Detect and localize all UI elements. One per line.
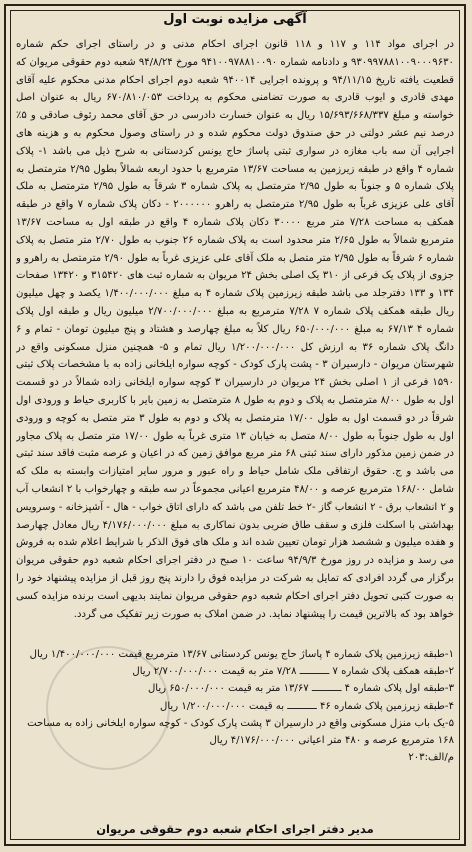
- list-item: ۴-طبقه زیرزمین پلاک شماره ۴۶ ــــــــــ به قیمت ۱/۲۰۰/۰۰۰/۰۰۰ ریال: [160, 700, 454, 712]
- notice-title: آگهی مزایده نوبت اول: [163, 12, 307, 27]
- list-item: ۱-طبقه زیرزمین پلاک شماره ۴ پاساژ حاج یونس کردستانی ۱۳/۶۷ مترمربع قیمت ۱/۴۰۰/۰۰۰/۰۰۰ ریال: [29, 649, 454, 660]
- notice-frame: [4, 4, 466, 846]
- list-item: ۲-طبقه همکف پلاک شماره ۷ ــــــــــ ۷/۲۸ متر به قیمت ۲/۷۰۰/۰۰۰/۰۰۰ ریال: [132, 666, 454, 678]
- list-item: ۳-طبقه اول پلاک شماره ۴ ــــــــــ ۱۳/۶۷ متر به قیمت ۶۵۰/۰۰۰/۰۰۰ ریال: [147, 683, 454, 695]
- signature-line: مدیر دفتر اجرای احکام شعبه دوم حقوقی مریوان: [96, 822, 374, 836]
- reference-code: م/الف:۲۰۳: [408, 752, 454, 764]
- list-item: ۵-یک باب منزل مسکونی واقع در دارسیران ۳ پشت پارک کودک - کوچه سواره ایلخانی زاده به مساحت ۱۶۸ مترمربع عرصه و ۴۸۰ متر اعیانی ۴/۱۷۶/۰۰۰/۰۰۰ ریال: [27, 717, 454, 747]
- notice-body: در اجرای مواد ۱۱۴ و ۱۱۷ و ۱۱۸ قانون اجرای احکام مدنی و در راستای اجرای حکم شماره ۹۳۰۹۹۷۸۸۱۰۰۹۰۰۰۹۶۳۰ و دادنامه شماره ۹۴۱۰۰۹۷۸۸۱۰۰۹۰ مورخ ۹۴/۸/۲۴ شعبه دوم حقوقی مریوان که قطعیت یافته تاریخ ۹۴/۱۱/۱۵ و پرونده اجرایی ۹۴۰۰۱۴ شعبه دوم اجرای احکام مدنی محکوم علیه آقای مهدی قادری و ایوب قادری به صورت تضامنی محکوم به پرداخت ۶۷۰/۸۱۰/۰۵۳ ریال به عنوان اصل خواسته و مبلغ ۱۵/۶۹۳/۶۶۸/۳۳۷ ریال به عنوان خسارت دادرسی در حق آقای محمد رئوف صادقی و ۵٪ درصد نیم عشر دولتی در حق صندوق دولت محکوم شده و در راستای وصول محکوم به و هزینه های اجرایی آن سه باب مغازه در سواری ثبتی پاساژ حاج یونس کردستانی به شرح ذیل می باشد ۱- پلاک شماره ۴ واقع در طبقه زیرزمین به مساحت ۱۳/۶۷ مترمربع با حدود اربعه شمالاً بطول ۲/۹۵ مترمتصل به پلاک شماره ۵ و جنوباً به طول ۲/۹۵ مترمتصل به پلاک شماره ۳ شرقاً به طول ۲/۹۵ مترمتصل به ملک آقای علی عزیزی غرباً به طول ۲/۹۵ مترمتصل به راهرو ۲۰۰۰۰۰۰ - دکان پلاک شماره ۷ واقع در طبقه همکف به مساحت ۷/۲۸ متر مربع ۳۰۰۰۰ دکان پلاک شماره ۴ واقع در طبقه اول به مساحت ۱۳/۶۷ مترمربع شمالاً به طول ۲/۶۵ متر محدود است به پلاک شماره ۲۶ جنوب به طول ۲/۷۰ متر متصل به پلاک شماره ۶ شرقاً به طول ۲/۹۵ متر متصل به ملک آقای علی عزیزی غرباً به طول ۲/۹۰ مترمتصل به راهرو و جزوی از پلاک یک فرعی از ۳۱۰ یک اصلی بخش ۲۴ مریوان به شماره ثبت های ۳۱۵۴۲۰ و ۱۳۴۲۰ صفحات ۱۳۴ و ۱۳۳ دفترجلد می باشد طبقه زیرزمین پلاک شماره ۴ به مبلغ ۱/۴۰۰/۰۰۰/۰۰۰ یکصد و چهل میلیون ریال طبقه همکف پلاک شماره ۷ ۷/۲۸ مترمربع به مبلغ ۲/۷۰۰/۰۰۰/۰۰۰ میلیون ریال و طبقه اول پلاک شماره ۴ ۶۷/۱۳ به مبلغ ۶۵۰/۰۰۰/۰۰۰ ریال کلاً به مبلغ چهارصد و هشتاد و پنج میلیون تومان - تمام و ۶ دانگ پلاک شماره ۳۶ به ارزش کل ۱/۲۰۰/۰۰۰/۰۰۰ ریال تمام و ۵- همچنین منزل مسکونی واقع در شهرستان مریوان - دارسیران ۳ - پشت پارک کودک - کوچه سواره ایلخانی زاده به با مشخصات پلاک ثبتی ۱۵۹۰ فرعی از ۱ اصلی بخش ۲۴ مریوان در دارسیران ۳ کوچه سواره ایلخانی زاده شمالاً در دو قسمت اول به طول ۸/۰۰ مترمتصل به پلاک و دوم به طول ۸ مترمتصل به زمین بایر با کاربری حیاط و ورودی اول شرقاً در دو قسمت اول به طول ۱۷/۰۰ مترمتصل به پلاک و دوم به طول ۳ متر متصل به کوچه و ورودی اول به طول جنوباً به طول ۸/۰۰ متصل به خیابان ۱۳ متری غرباً به طول ۱۷/۰۰ متر متصل به پلاک مجاور در ضمن زمین مذکور دارای سند ثبتی ۶۸ متر مربع موافق زمین که در اعیان و عرصه مثبت فاقد سند ثبتی می باشد و ج. حقوق ارتفاقی ملک شامل حیاط و راه عبور و مرور سایر امتیازات وابسته به ملک که شامل ۱۶۸/۰۰ مترمربع عرصه و ۴۸/۰۰ مترمربع اعیانی مجموعاً در سه طبقه و چهارخواب با ۲ انشعاب آب و ۲ انشعاب برق - ۲ انشعاب گاز -۲ خط تلفن می باشد که دارای اتاق خواب - هال - آشپزخانه - وسرویس بهداشتی با اسکلت فلزی و سقف طاق ضربی بدون نماکاری به مبلغ ۴/۱۷۶/۰۰۰/۰۰۰ ریال معادل چهارصد و هفده میلیون و ششصد هزار تومان تعیین شده اند و ملک های فوق الذکر با شرایط اعلام شده به فروش می رسد و مزایده در روز مورخ ۹۴/۹/۳ ساعت ۱۰ صبح در دفتر اجرای احکام شعبه دوم حقوقی مریوان برگزار می گردد افرادی که تمایل به شرکت در مزایده فوق را دارند پنج روز قبل از مزایده پیشنهاد خود را به صورت کتبی تحویل دفتر اجرای احکام شعبه دوم حقوقی مریوان نمایند بدیهی است برنده مزایده کسی خواهد بود که بالاترین قیمت را پیشنهاد نماید. در ضمن املاک به صورت زیر تفکیک می گردد.: [16, 39, 454, 620]
- property-list: [16, 646, 454, 766]
